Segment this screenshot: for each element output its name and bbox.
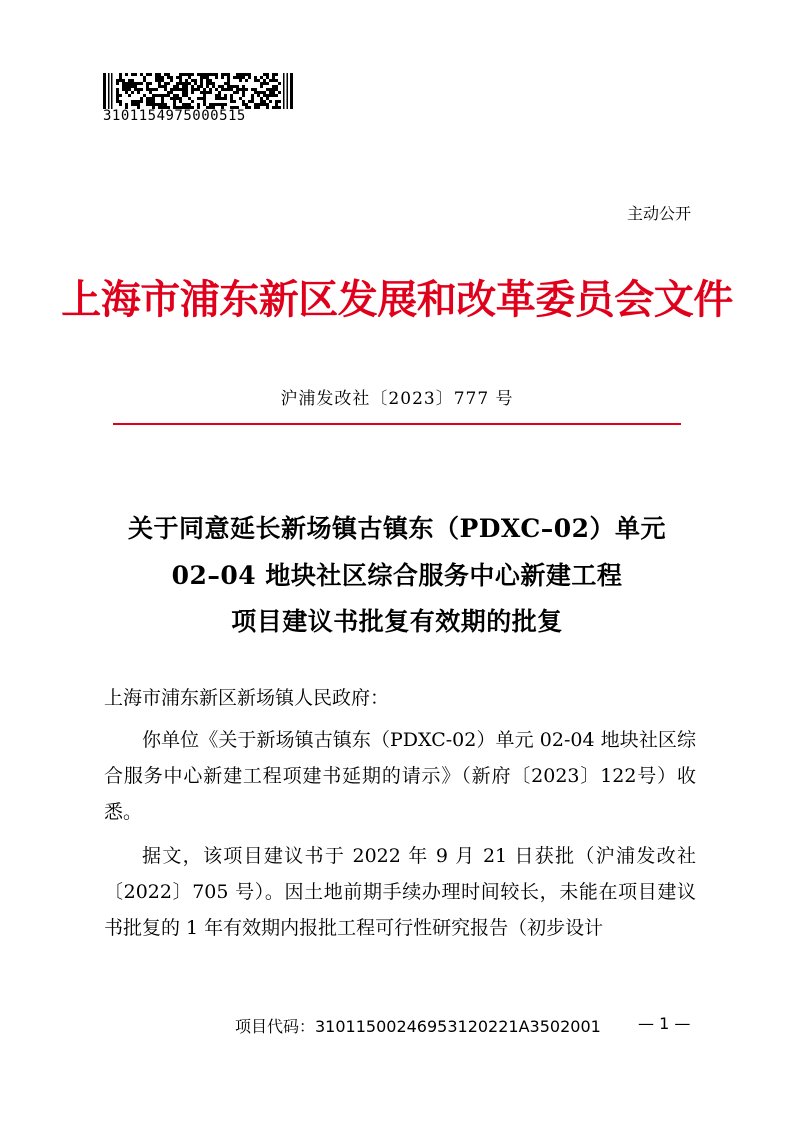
document-title-line: 关于同意延长新场镇古镇东（PDXC–02）单元 [127, 514, 667, 543]
issuer-heading: 上海市浦东新区发展和改革委员会文件 [61, 276, 733, 323]
document-title-line: 02–04 地块社区综合服务中心新建工程 [171, 561, 623, 590]
disclosure-label: 主动公开 [626, 204, 691, 223]
red-divider-line [113, 423, 681, 425]
body-paragraph: 据文，该项目建议书于 2022 年 9 月 21 日获批（沪浦发改社〔2022〕705 号）。因土地前期手续办理时间较长，未能在项目建议书批复的 1 年有效期内报批工程可行性研究报告（初步设计 [104, 845, 696, 939]
barcode [103, 73, 293, 109]
project-code: 项目代码：31011500246953120221A3502001 [235, 1017, 601, 1036]
document-title-line: 项目建议书批复有效期的批复 [231, 607, 563, 636]
body-paragraph: 你单位《关于新场镇古镇东（PDXC-02）单元 02-04 地块社区综合服务中心新建工程项建书延期的请示》（新府〔2023〕122号）收悉。 [104, 729, 696, 823]
document-number: 沪浦发改社〔2023〕777 号 [280, 389, 514, 409]
page-number: — 1 — [638, 1014, 691, 1033]
addressee: 上海市浦东新区新场镇人民政府： [104, 687, 390, 709]
barcode-number: 3101154975000515 [103, 108, 246, 124]
